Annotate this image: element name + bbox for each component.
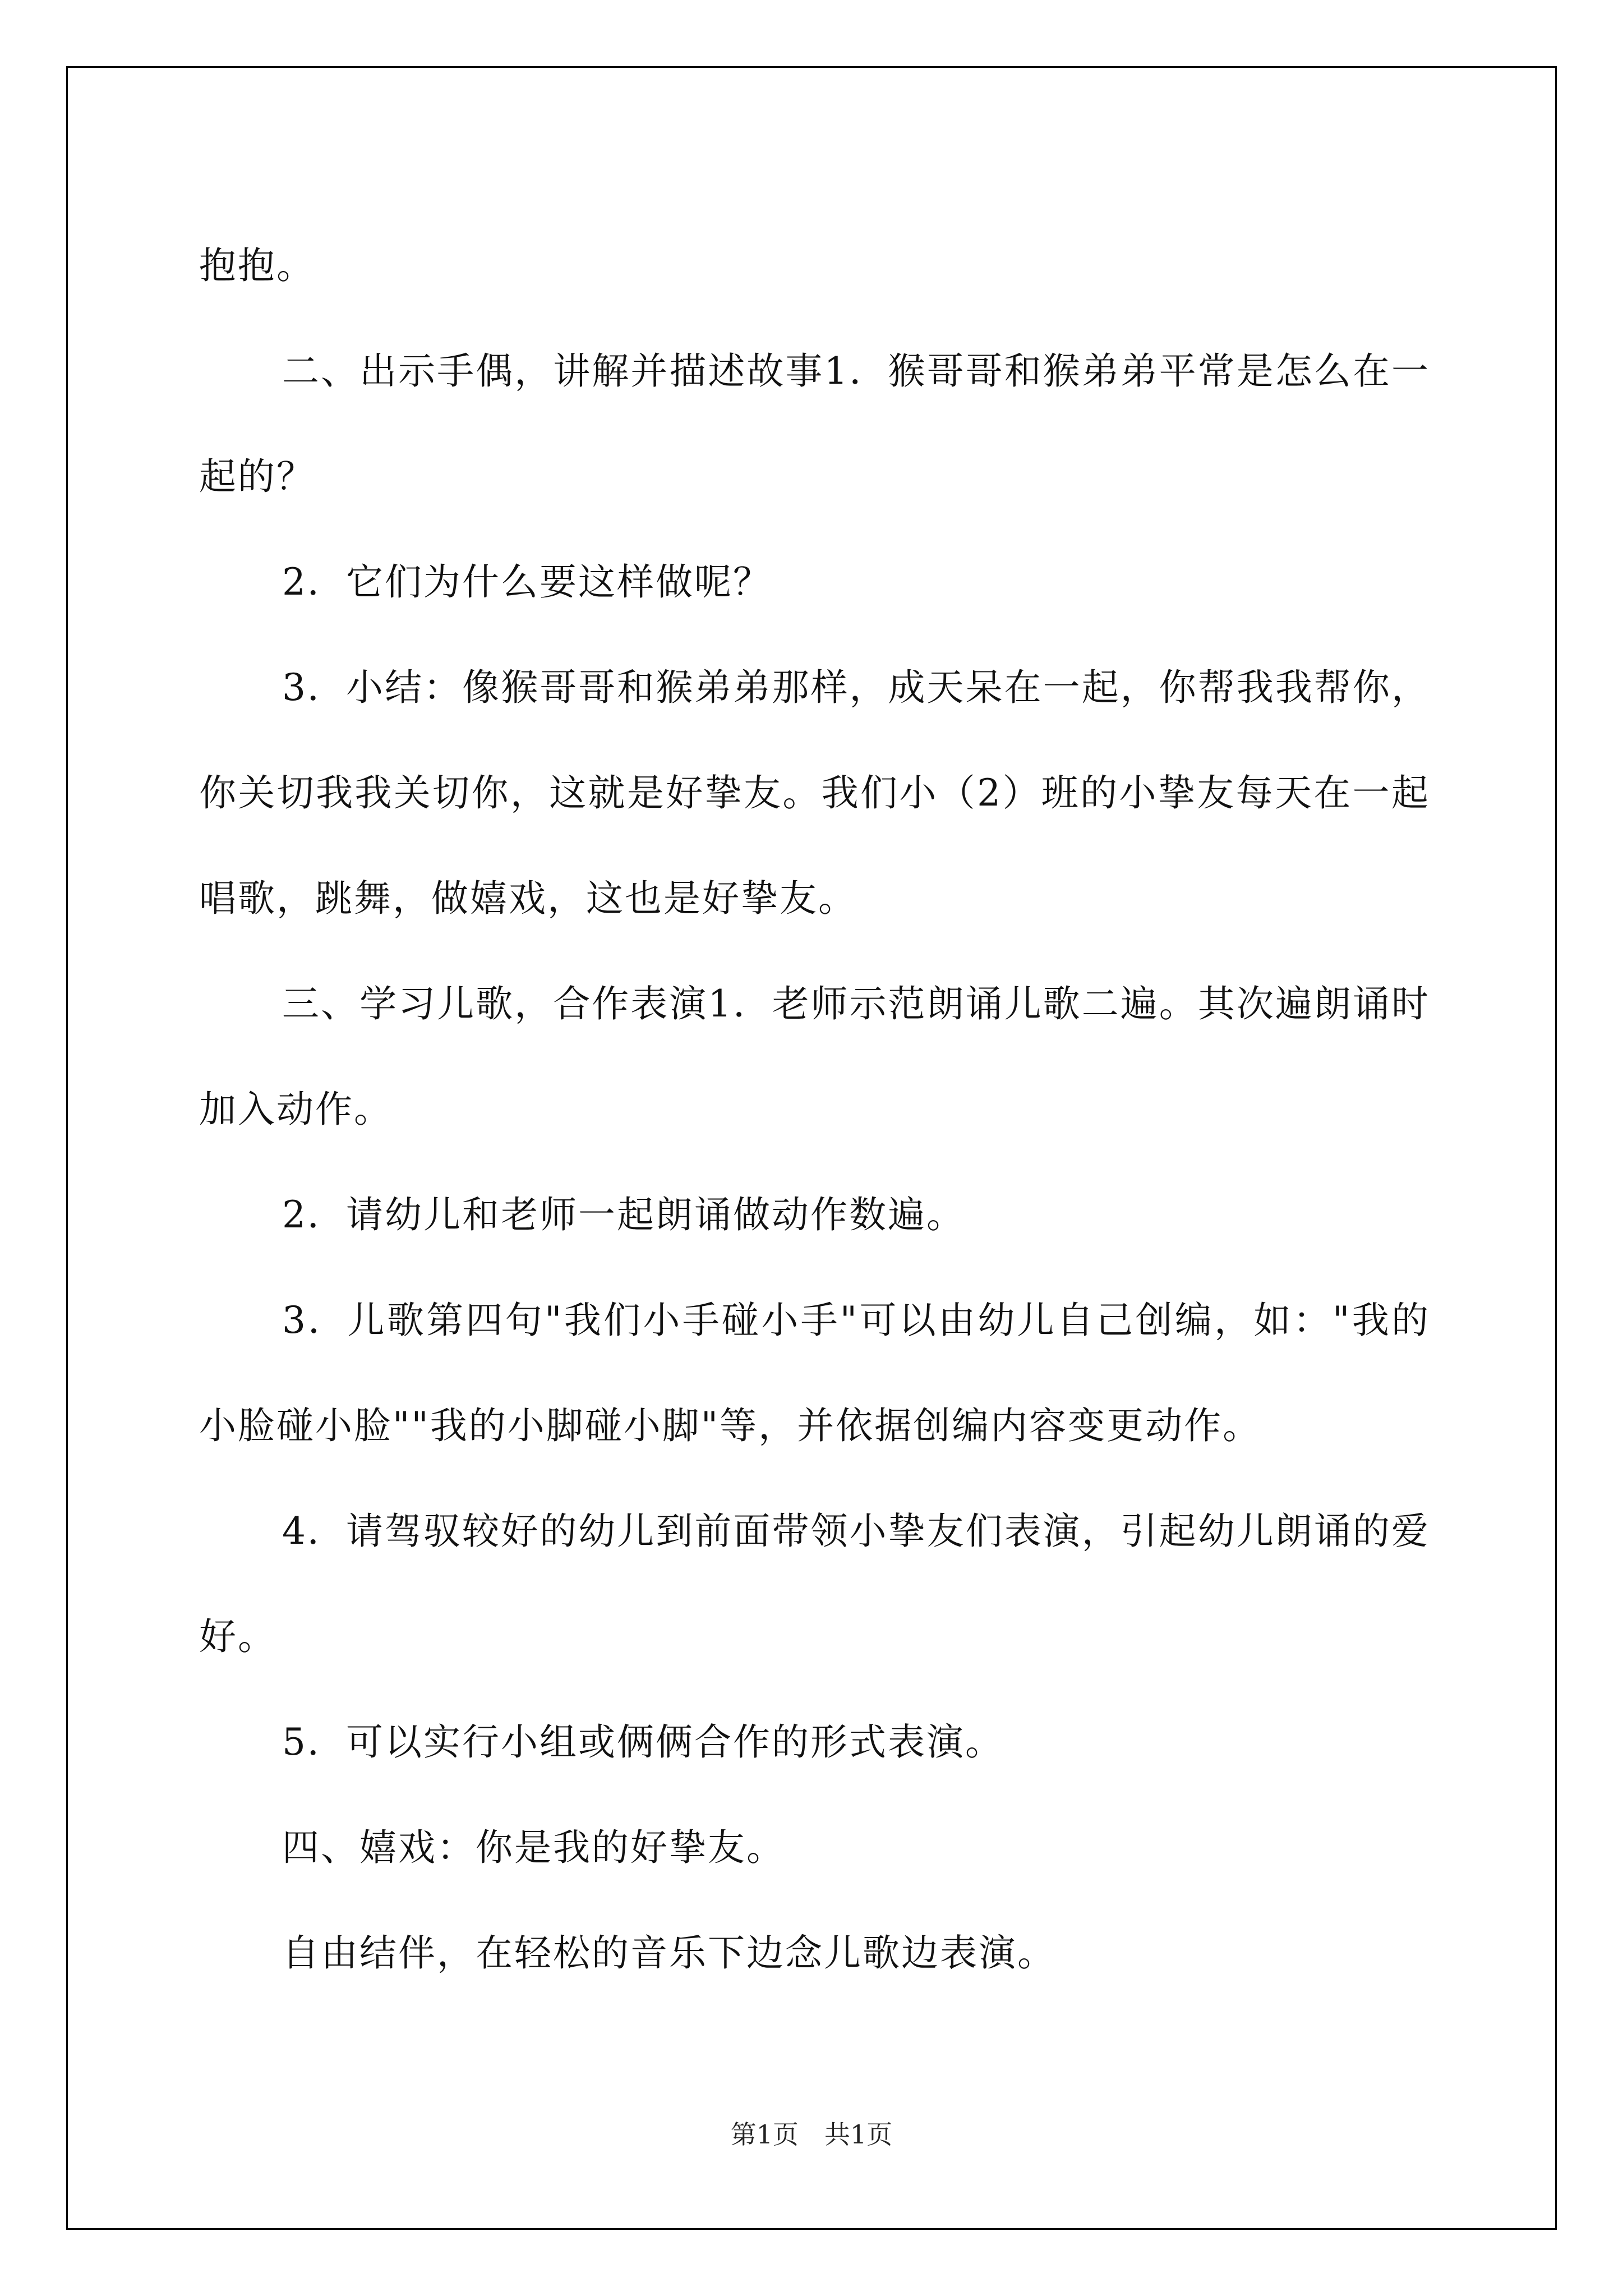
paragraph-7: 3．儿歌第四句"我们小手碰小手"可以由幼儿自己创编，如："我的小脸碰小脸""我的小脚碰小脚"等，并依据创编内容变更动作。 [199,1299,1430,1447]
paragraph-1: 抱抱。 [199,244,315,287]
paragraph-6: 2．请幼儿和老师一起朗诵做动作数遍。 [282,1193,965,1236]
paragraph-2: 二、出示手偶，讲解并描述故事1．猴哥哥和猴弟弟平常是怎么在一起的？ [199,349,1430,498]
paragraph-4: 3．小结：像猴哥哥和猴弟弟那样，成天呆在一起，你帮我我帮你，你关切我我关切你，这就是好挚友。我们小（2）班的小挚友每天在一起唱歌，跳舞，做嬉戏，这也是好挚友。 [199,666,1430,920]
document-body [199,213,1430,2006]
paragraph-3: 2．它们为什么要这样做呢？ [282,560,772,604]
paragraph-5: 三、学习儿歌，合作表演1．老师示范朗诵儿歌二遍。其次遍朗诵时加入动作。 [199,982,1430,1131]
page-footer: 第1页 共1页 [730,2119,893,2150]
paragraph-11: 自由结伴，在轻松的音乐下边念儿歌边表演。 [282,1931,1056,1975]
paragraph-9: 5．可以实行小组或俩俩合作的形式表演。 [282,1720,1004,1764]
paragraph-8: 4．请驾驭较好的幼儿到前面带领小挚友们表演，引起幼儿朗诵的爱好。 [199,1510,1430,1658]
paragraph-10: 四、嬉戏：你是我的好挚友。 [282,1826,785,1869]
